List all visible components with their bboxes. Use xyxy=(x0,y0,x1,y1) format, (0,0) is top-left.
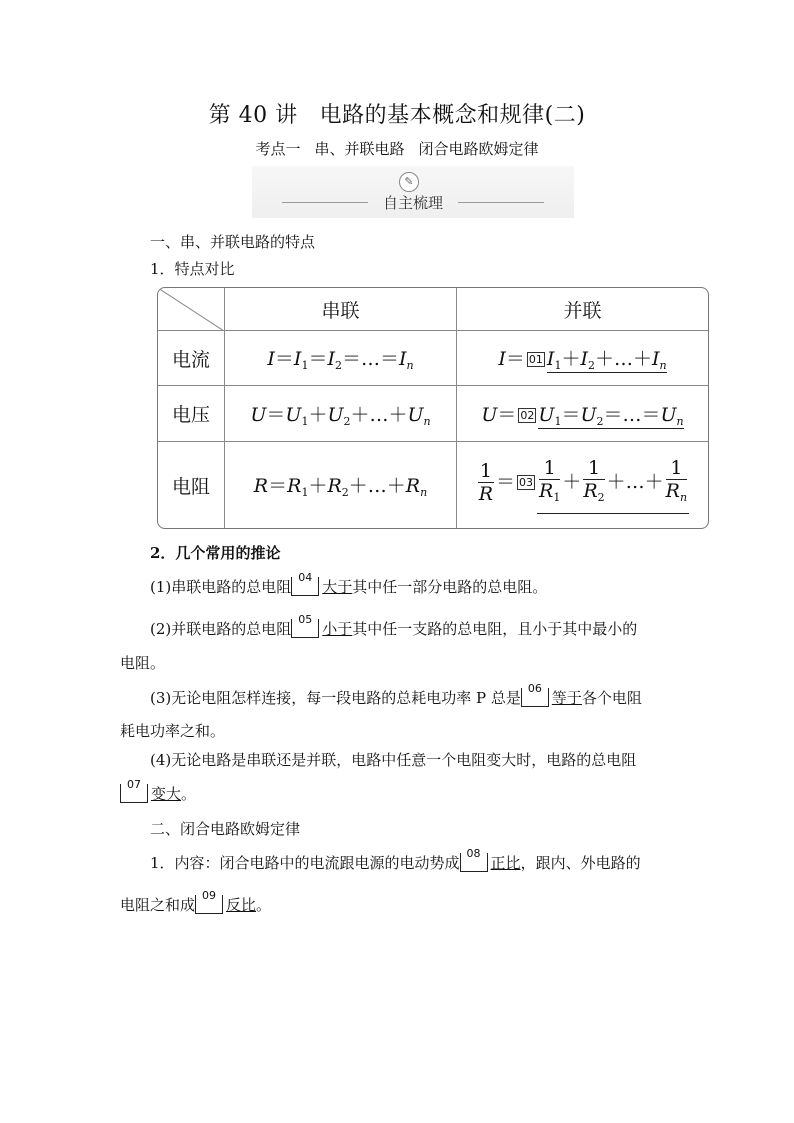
answer-blank-08[interactable] xyxy=(460,847,488,872)
item-3-text-post: 各个电阻 xyxy=(581,689,642,707)
cell-parallel-current xyxy=(457,331,708,386)
item-2-continuation: 电阻。 xyxy=(120,654,166,672)
inference-item-4: (4)无论电路是串联还是并联，电路中任意一个电阻变大时，电路的总电阻 xyxy=(150,751,637,769)
answer-09: 反比 xyxy=(226,896,257,914)
row-label-resistance: 电阻 xyxy=(158,442,225,528)
blank-number-03: 03 xyxy=(519,475,534,489)
ohm-law-text: 1．内容：闭合电路中的电流跟电源的电动势成 xyxy=(150,854,460,872)
formula-parallel-resistance: $\frac{1}{R}$ ＝ 03 $\frac{1}{R_1}$ ＋ $\frac{1}{R_2}$ ＋…＋ $\frac{1}{R_n}$ xyxy=(476,471,689,493)
answer-blank-09[interactable] xyxy=(195,889,223,914)
item-3-continuation: 耗电功率之和。 xyxy=(120,722,226,740)
subsection-heading-1-1: 1．特点对比 xyxy=(150,260,235,278)
row-label-voltage: 电压 xyxy=(158,386,225,442)
page-subtitle xyxy=(0,138,794,159)
blank-number-08: 08 xyxy=(461,844,487,864)
answer-05: 小于 xyxy=(322,620,353,638)
inference-item-1 xyxy=(150,571,730,597)
pen-circle-icon: ✎ xyxy=(399,172,419,192)
blank-number-05: 05 xyxy=(292,610,318,630)
subsection-heading-1-2: 2．几个常用的推论 xyxy=(150,544,281,562)
blank-number-06: 06 xyxy=(522,679,548,699)
answer-06: 等于 xyxy=(551,689,582,707)
answer-04: 大于 xyxy=(322,578,353,596)
diagonal-line-icon xyxy=(158,288,224,331)
section-banner xyxy=(252,166,574,218)
cell-parallel-voltage xyxy=(457,386,708,442)
answer-blank-05[interactable] xyxy=(291,613,319,638)
header-series: 串联 xyxy=(225,288,457,331)
answer-07: 变大 xyxy=(151,785,182,803)
cell-series-resistance xyxy=(225,442,457,528)
answer-blank-06[interactable] xyxy=(521,682,549,707)
formula-parallel-voltage: U＝ 02 $U_1=U_2=\dots=U_n$ xyxy=(481,403,684,428)
answer-08: 正比 xyxy=(490,854,521,872)
comparison-table xyxy=(157,287,709,529)
blank-number-09: 09 xyxy=(196,886,222,906)
ohm-law-text-mid: ，跟内、外电路的 xyxy=(520,854,641,872)
section-heading-1: 一、串、并联电路的特点 xyxy=(150,233,316,251)
formula-series-voltage: $U=U_1+U_2+\dots+U_n$ xyxy=(250,403,431,428)
exam-point-topic-a: 串、并联电路 xyxy=(314,140,405,158)
cell-parallel-resistance xyxy=(457,442,708,528)
item-3-text: (3)无论电阻怎样连接，每一段电路的总耗电功率 P 总是 xyxy=(150,689,521,707)
header-parallel: 并联 xyxy=(457,288,708,331)
section-heading-2: 二、闭合电路欧姆定律 xyxy=(150,820,301,838)
item-1-text: (1)串联电路的总电阻 xyxy=(150,578,292,596)
page-title xyxy=(0,98,794,129)
exam-point-label: 考点一 xyxy=(255,140,301,158)
formula-series-resistance: $R=R_1+R_2+\dots+R_n$ xyxy=(253,475,428,499)
blank-number-02: 02 xyxy=(520,408,535,422)
formula-series-current: $I=I_1=I_2=\dots=I_n$ xyxy=(267,348,414,372)
inference-item-2 xyxy=(150,613,730,639)
ohm-law-text-end: 。 xyxy=(256,896,272,914)
formula-parallel-current: I＝ 01 $I_1+I_2+\dots+I_n$ xyxy=(498,348,667,372)
row-label-current: 电流 xyxy=(158,331,225,386)
ohm-law-text-line2: 电阻之和成 xyxy=(120,896,196,914)
cell-series-voltage xyxy=(225,386,457,442)
ohm-law-continuation xyxy=(120,889,272,915)
item-1-text-post: 其中任一部分电路的总电阻。 xyxy=(352,578,548,596)
exam-point-topic-b: 闭合电路欧姆定律 xyxy=(418,140,539,158)
answer-blank-07[interactable] xyxy=(120,778,148,803)
item-4-text-post: 。 xyxy=(181,785,197,803)
blank-number-07: 07 xyxy=(121,775,147,795)
banner-label: 自主梳理 xyxy=(382,194,443,212)
table-corner-cell xyxy=(158,288,225,331)
ohm-law-content xyxy=(150,847,730,873)
item-4-continuation xyxy=(120,778,197,804)
cell-series-current xyxy=(225,331,457,386)
lecture-topic: 电路的基本概念和规律(二) xyxy=(319,103,586,128)
blank-number-04: 04 xyxy=(292,568,318,588)
blank-number-01: 01 xyxy=(528,353,543,366)
item-2-text: (2)并联电路的总电阻 xyxy=(150,620,292,638)
lecture-number: 第 40 讲 xyxy=(208,103,298,128)
item-2-text-post: 其中任一支路的总电阻，且小于其中最小的 xyxy=(352,620,638,638)
inference-item-3 xyxy=(150,682,730,708)
answer-blank-04[interactable] xyxy=(291,571,319,596)
